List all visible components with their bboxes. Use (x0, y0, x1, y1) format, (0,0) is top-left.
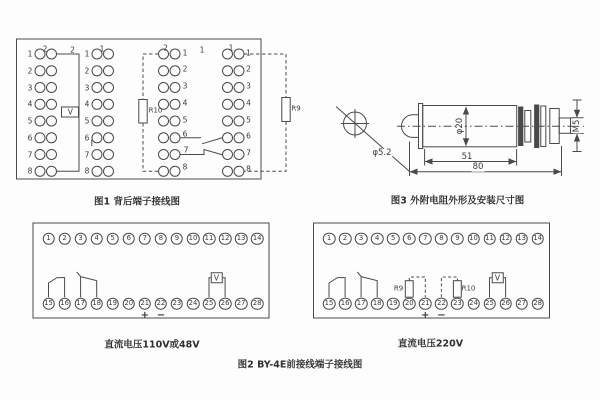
fig1-col4-row-number: 7 (246, 148, 251, 158)
fig3-overall-length-label: 80 (472, 161, 484, 172)
fig1-col1-terminal-holes (35, 66, 45, 76)
terminal-circle: 1 (42, 232, 55, 245)
r9-dashed-link (409, 277, 425, 297)
fig1-r10-resistor (139, 100, 147, 124)
fig1-col3-row-number: 1 (182, 47, 188, 57)
fig1-voltmeter: V (61, 106, 79, 117)
fig1-col3-terminal-holes (170, 49, 180, 59)
fig1-col3-row-number: 7 (183, 145, 189, 155)
terminal-circle: 26 (499, 297, 512, 310)
fig1-col3-terminal-holes (159, 150, 169, 160)
terminal-circle: 16 (58, 297, 71, 310)
fig1-col1-terminal-holes (35, 99, 45, 109)
terminal-circle: 8 (155, 232, 168, 245)
terminal-circle: 13 (235, 232, 248, 245)
terminal-circle: 17 (355, 297, 368, 310)
fig1-col2-terminal-holes (104, 83, 114, 93)
fig1-col2-row-number: 5 (84, 116, 90, 126)
fig3-body-diameter-label: φ20 (454, 117, 465, 135)
fig1-col1-terminal-holes (47, 99, 57, 109)
fig1-col1-terminal-holes (35, 166, 45, 176)
fig3-thread-size-label: M5 (571, 119, 582, 133)
fig1-col3-header: 2 (163, 42, 168, 52)
washer-dark-2 (535, 105, 539, 148)
fig1-col4-terminal-holes (234, 66, 244, 76)
terminal-circle: 26 (219, 297, 232, 310)
terminal-circle: 7 (419, 232, 432, 245)
fig1-col2-terminal-holes (104, 99, 114, 109)
fig1-col2-row-number: 7 (84, 149, 90, 159)
fig1-col3-terminal-holes (170, 83, 180, 93)
fig1-col4-header: 1 (228, 42, 234, 52)
fig1-col1-row-number: 5 (27, 116, 33, 126)
plus-sign: + (421, 309, 430, 321)
fig1-r9-resistor (282, 98, 290, 122)
fig1-col2-header: 1 (99, 43, 105, 53)
fig1-col1-row-number: 4 (27, 99, 33, 109)
fig1-col4-row-number: 8 (246, 163, 251, 173)
fig1-col4-terminal-holes (223, 116, 233, 126)
fig1-col1-terminal-holes (47, 66, 57, 76)
fig2-caption: 图2 BY-4E前接线端子接线图 (237, 358, 363, 370)
terminal-circle: 5 (387, 232, 400, 245)
contact-17-18 (77, 272, 97, 297)
fig1-col3-terminal-holes (170, 166, 180, 176)
terminal-circle: 14 (531, 232, 544, 245)
fig1-col3-terminal-holes (159, 133, 169, 143)
terminal-circle: 14 (251, 232, 264, 245)
terminal-circle: 15 (323, 297, 336, 310)
fig1-col3-row-number: 8 (182, 162, 188, 172)
fig1-col4-terminal-holes (223, 83, 233, 93)
fig1-col3-terminal-holes (159, 116, 169, 126)
fig1-col2-terminal-holes (104, 116, 114, 126)
terminal-circle: 21 (419, 297, 432, 310)
fig3-caption: 图3 外附电阻外形及安装尺寸图 (390, 194, 525, 206)
terminal-circle: 24 (467, 297, 480, 310)
fig1-wire-label: 2 (70, 44, 75, 54)
threaded-stud (559, 118, 570, 133)
fig1-col1-row-number: 3 (27, 82, 33, 92)
fig1-col1-terminal-holes (35, 133, 45, 143)
fig1-col2-row-number: 2 (84, 66, 90, 76)
terminal-circle: 11 (483, 232, 496, 245)
fig1-col2-terminal-holes (104, 150, 114, 160)
fig1-col2-terminal-holes (92, 150, 102, 160)
contact-15-16 (49, 278, 65, 298)
terminal-circle: 15 (42, 297, 55, 310)
terminal-circle: 21 (139, 297, 152, 310)
terminal-circle: 28 (251, 297, 264, 310)
terminal-circle: 20 (123, 297, 136, 310)
fig1-col4-terminal-holes (234, 99, 244, 109)
terminal-circle: 9 (451, 232, 464, 245)
terminal-circle: 10 (467, 232, 480, 245)
terminal-circle: 22 (155, 297, 168, 310)
fig2-left-voltmeter: V (210, 272, 223, 284)
contact-17-18 (357, 272, 377, 297)
fig1-mid-label: 1 (199, 44, 205, 54)
terminal-circle: 10 (187, 232, 200, 245)
fig1-col4-row-number: 1 (246, 47, 251, 57)
terminal-circle: 17 (74, 297, 87, 310)
fig1-col1-terminal-holes (35, 150, 45, 160)
terminal-circle: 8 (435, 232, 448, 245)
fig2-r9-label: R9 (393, 284, 404, 292)
terminal-circle: 9 (171, 232, 184, 245)
fig2-left-voltage-label: 直流电压110V或48V (104, 338, 200, 350)
fig1-col3-terminal-holes (170, 150, 180, 160)
fig1-col1-terminal-holes (47, 49, 57, 59)
terminal-circle: 5 (106, 232, 119, 245)
terminal-circle: 2 (339, 232, 352, 245)
terminal-circle: 19 (106, 297, 119, 310)
minus-sign: − (437, 310, 446, 321)
fig1-col2-terminal-holes (104, 133, 114, 143)
fig1-contact-row6 (180, 138, 223, 144)
terminal-circle: 1 (323, 232, 336, 245)
terminal-circle: 7 (139, 232, 152, 245)
terminal-circle: 18 (371, 297, 384, 310)
fig1-col2-terminal-holes (104, 166, 114, 176)
fig1-col4-terminal-holes (223, 49, 245, 176)
fig1-col3-terminal-holes (159, 166, 169, 176)
terminal-circle: 13 (515, 232, 528, 245)
fig1-col2-row-number: 3 (84, 82, 90, 92)
fig1-col4-terminal-holes (234, 150, 244, 160)
fig2-right-voltmeter: V (491, 272, 504, 284)
fig1-col3-terminal-holes (170, 99, 180, 109)
fig1-col1-terminal-holes (47, 150, 57, 160)
terminal-circle: 12 (499, 232, 512, 245)
fig1-col4-terminal-holes (234, 49, 244, 59)
fig1-col2-terminal-holes (92, 99, 102, 109)
terminal-circle: 25 (483, 297, 496, 310)
terminal-circle: 19 (387, 297, 400, 310)
r10-resistor (453, 281, 461, 298)
contact-15-16 (329, 278, 345, 298)
terminal-circle: 27 (235, 297, 248, 310)
terminal-circle: 3 (355, 232, 368, 245)
fig1-col2-row-number: 8 (84, 166, 90, 176)
fig1-col1-row-number: 8 (27, 166, 33, 176)
fig1-col2-terminal-holes (104, 66, 114, 76)
fig1-col2-row-number: 6 (84, 133, 90, 143)
terminal-circle: 3 (74, 232, 87, 245)
fig1-col4-terminal-holes (234, 83, 244, 93)
fig1-col1-terminal-holes (47, 166, 57, 176)
terminal-circle: 28 (531, 297, 544, 310)
terminal-circle: 12 (219, 232, 232, 245)
fig1-col1-row-number: 1 (27, 49, 33, 59)
fig1-col4-terminal-holes (223, 166, 233, 176)
r9-resistor (405, 281, 413, 298)
fig1-col1-terminal-holes (47, 83, 57, 93)
fig1-col3-row-number: 2 (182, 64, 188, 74)
r10-dashed-link (441, 277, 457, 297)
resistor-body (423, 106, 517, 147)
fig1-caption: 图1 背后端子接线图 (94, 195, 180, 207)
fig1-col2-terminal-holes (92, 166, 102, 176)
minus-sign: − (156, 310, 166, 321)
fig1-col4-row-number: 2 (246, 64, 251, 74)
fig1-col2-terminal-holes (104, 49, 114, 59)
fig1-col4-terminal-holes (223, 133, 233, 143)
fig1-col1-row-number: 2 (27, 66, 33, 76)
terminal-circle: 18 (90, 297, 103, 310)
fig1-col1-terminal-holes (35, 83, 45, 93)
fig1-col3-terminal-holes (170, 66, 180, 76)
terminal-circle: 24 (187, 297, 200, 310)
fig1-col3-row-number: 4 (182, 98, 188, 108)
terminal-circle: 27 (515, 297, 528, 310)
terminal-circle: 25 (203, 297, 216, 310)
washer-dark-1 (519, 107, 523, 146)
fig1-col2-terminal-holes (92, 66, 102, 76)
fig1-col2-row-number: 1 (84, 49, 90, 59)
fig1-r9-label: R9 (291, 104, 301, 113)
fig1-col4-terminal-holes (234, 116, 244, 126)
fig2-r10-label: R10 (461, 284, 476, 292)
fig1-col2-terminal-holes (92, 133, 102, 143)
terminal-circle: 22 (435, 297, 448, 310)
fig1-col1-terminal-holes (35, 49, 57, 176)
fig1-col3-row-number: 3 (182, 81, 188, 91)
fig1-col2-row-number: 4 (84, 99, 90, 109)
fig1-col4-terminal-holes (223, 150, 233, 160)
fig1-col3-terminal-holes (170, 116, 180, 126)
fig1-col1-row-number: 6 (27, 133, 33, 143)
fig1-col4-terminal-holes (234, 166, 244, 176)
fig1-col2-terminal-holes (92, 83, 102, 93)
fig1-col3-terminal-holes (170, 133, 180, 143)
terminal-circle: 6 (123, 232, 136, 245)
fig1-col4-row-number: 5 (246, 114, 251, 124)
fig1-col1-row-number: 7 (27, 149, 33, 159)
fig1-col4-terminal-holes (223, 66, 233, 76)
terminal-circle: 16 (339, 297, 352, 310)
terminal-circle: 11 (203, 232, 216, 245)
terminal-circle: 2 (58, 232, 71, 245)
fig1-col3-row-number: 6 (182, 128, 188, 138)
terminal-circle: 23 (171, 297, 184, 310)
fig3-resistor-drawing (336, 100, 584, 176)
fig1-col4-terminal-holes (223, 99, 233, 109)
plus-sign: + (140, 309, 149, 321)
terminal-circle: 6 (403, 232, 416, 245)
fig1-col3-terminal-holes (159, 83, 169, 93)
fig1-col1-terminal-holes (47, 116, 57, 126)
fig1-col2-terminal-holes (92, 49, 114, 176)
terminal-circle: 4 (90, 232, 103, 245)
fig3-body-length-label: 51 (461, 151, 473, 162)
fig1-col2-terminal-holes (92, 116, 102, 126)
fig1-col4-terminal-holes (234, 133, 244, 143)
fig2-right-voltage-label: 直流电压220V (397, 338, 464, 350)
fig1-col4-row-number: 6 (246, 131, 251, 141)
fig1-col1-terminal-holes (35, 116, 45, 126)
terminal-circle: 23 (451, 297, 464, 310)
fig1-col4-row-number: 4 (246, 98, 251, 108)
fig1-col1-header: 2 (42, 43, 48, 53)
fig1-col1-terminal-holes (47, 133, 57, 143)
fig1-col3-terminal-holes (159, 66, 169, 76)
fig1-r10-label: R10 (148, 106, 163, 115)
terminal-circle: 20 (403, 297, 416, 310)
fig3-hole-diameter-label: φ5.2 (372, 147, 392, 158)
hole-leader-line (336, 107, 410, 172)
terminal-circle: 4 (371, 232, 384, 245)
fig1-col4-row-number: 3 (246, 81, 251, 91)
fig1-col3-row-number: 5 (182, 114, 188, 124)
